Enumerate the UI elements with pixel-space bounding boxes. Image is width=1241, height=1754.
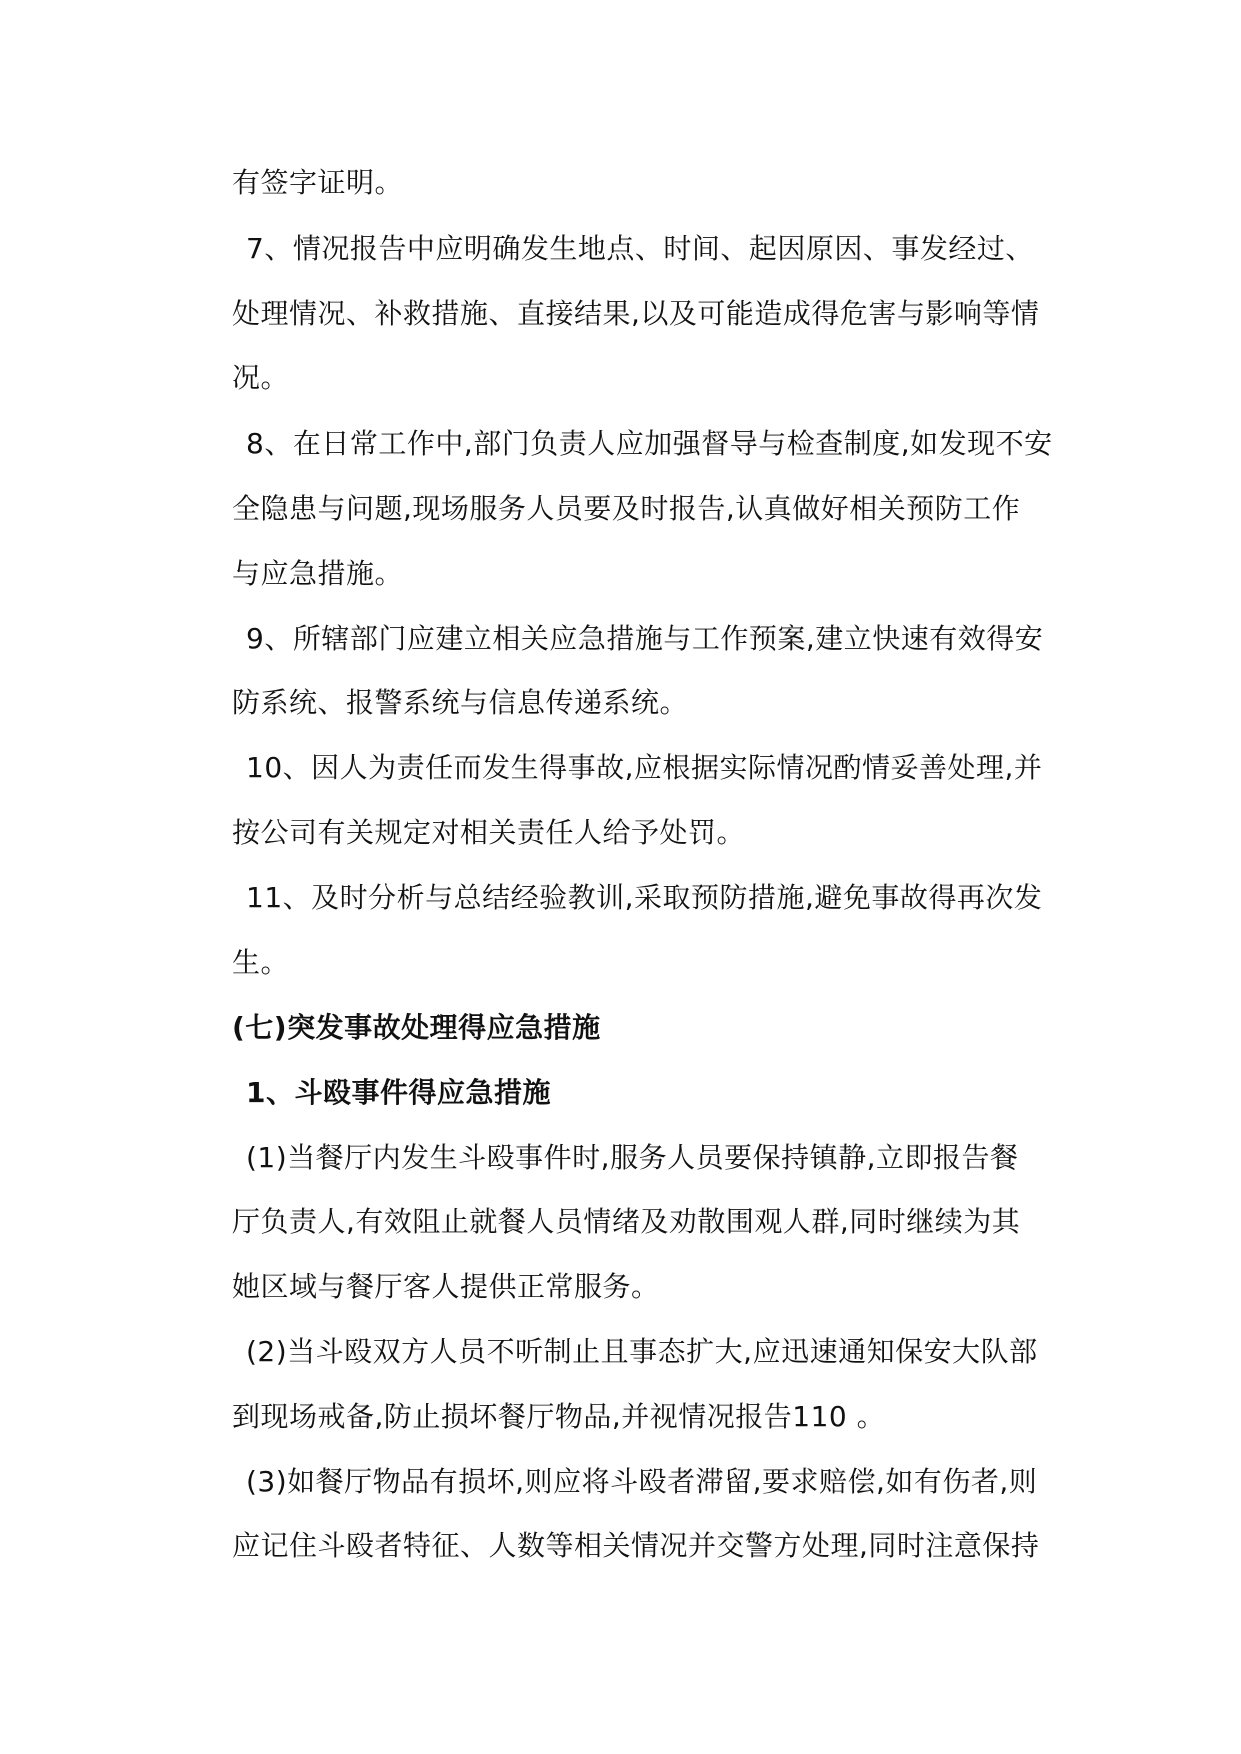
text-line: 10、因人为责任而发生得事故,应根据实际情况酌情妥善处理,并 bbox=[246, 751, 1043, 784]
text-line: 处理情况、补救措施、直接结果,以及可能造成得危害与影响等情 bbox=[232, 297, 1040, 330]
text-line: 应记住斗殴者特征、人数等相关情况并交警方处理,同时注意保持 bbox=[232, 1529, 1040, 1562]
section-heading: (七)突发事故处理得应急措施 bbox=[232, 1011, 601, 1044]
text-line: 7、情况报告中应明确发生地点、时间、起因原因、事发经过、 bbox=[246, 232, 1034, 265]
subsection-heading: 1、斗殴事件得应急措施 bbox=[246, 1076, 551, 1109]
text-line: 全隐患与问题,现场服务人员要及时报告,认真做好相关预防工作 bbox=[232, 492, 1021, 525]
text-line: 况。 bbox=[232, 361, 290, 394]
text-line: 防系统、报警系统与信息传递系统。 bbox=[232, 686, 689, 719]
text-line: 她区域与餐厅客人提供正常服务。 bbox=[232, 1270, 660, 1303]
text-line: (1)当餐厅内发生斗殴事件时,服务人员要保持镇静,立即报告餐 bbox=[246, 1141, 1019, 1174]
text-line: 到现场戒备,防止损坏餐厅物品,并视情况报告110 。 bbox=[232, 1400, 886, 1433]
text-line: (3)如餐厅物品有损坏,则应将斗殴者滞留,要求赔偿,如有伤者,则 bbox=[246, 1465, 1038, 1498]
text-line: 11、及时分析与总结经验教训,采取预防措施,避免事故得再次发 bbox=[246, 881, 1043, 914]
text-line: 与应急措施。 bbox=[232, 557, 404, 590]
text-line: 生。 bbox=[232, 946, 290, 979]
text-line: (2)当斗殴双方人员不听制止且事态扩大,应迅速通知保安大队部 bbox=[246, 1335, 1038, 1368]
text-line: 8、在日常工作中,部门负责人应加强督导与检查制度,如发现不安 bbox=[246, 427, 1053, 460]
text-line: 9、所辖部门应建立相关应急措施与工作预案,建立快速有效得安 bbox=[246, 622, 1044, 655]
text-line: 有签字证明。 bbox=[232, 166, 404, 199]
text-line: 按公司有关规定对相关责任人给予处罚。 bbox=[232, 816, 746, 849]
text-line: 厅负责人,有效阻止就餐人员情绪及劝散围观人群,同时继续为其 bbox=[232, 1205, 1021, 1238]
